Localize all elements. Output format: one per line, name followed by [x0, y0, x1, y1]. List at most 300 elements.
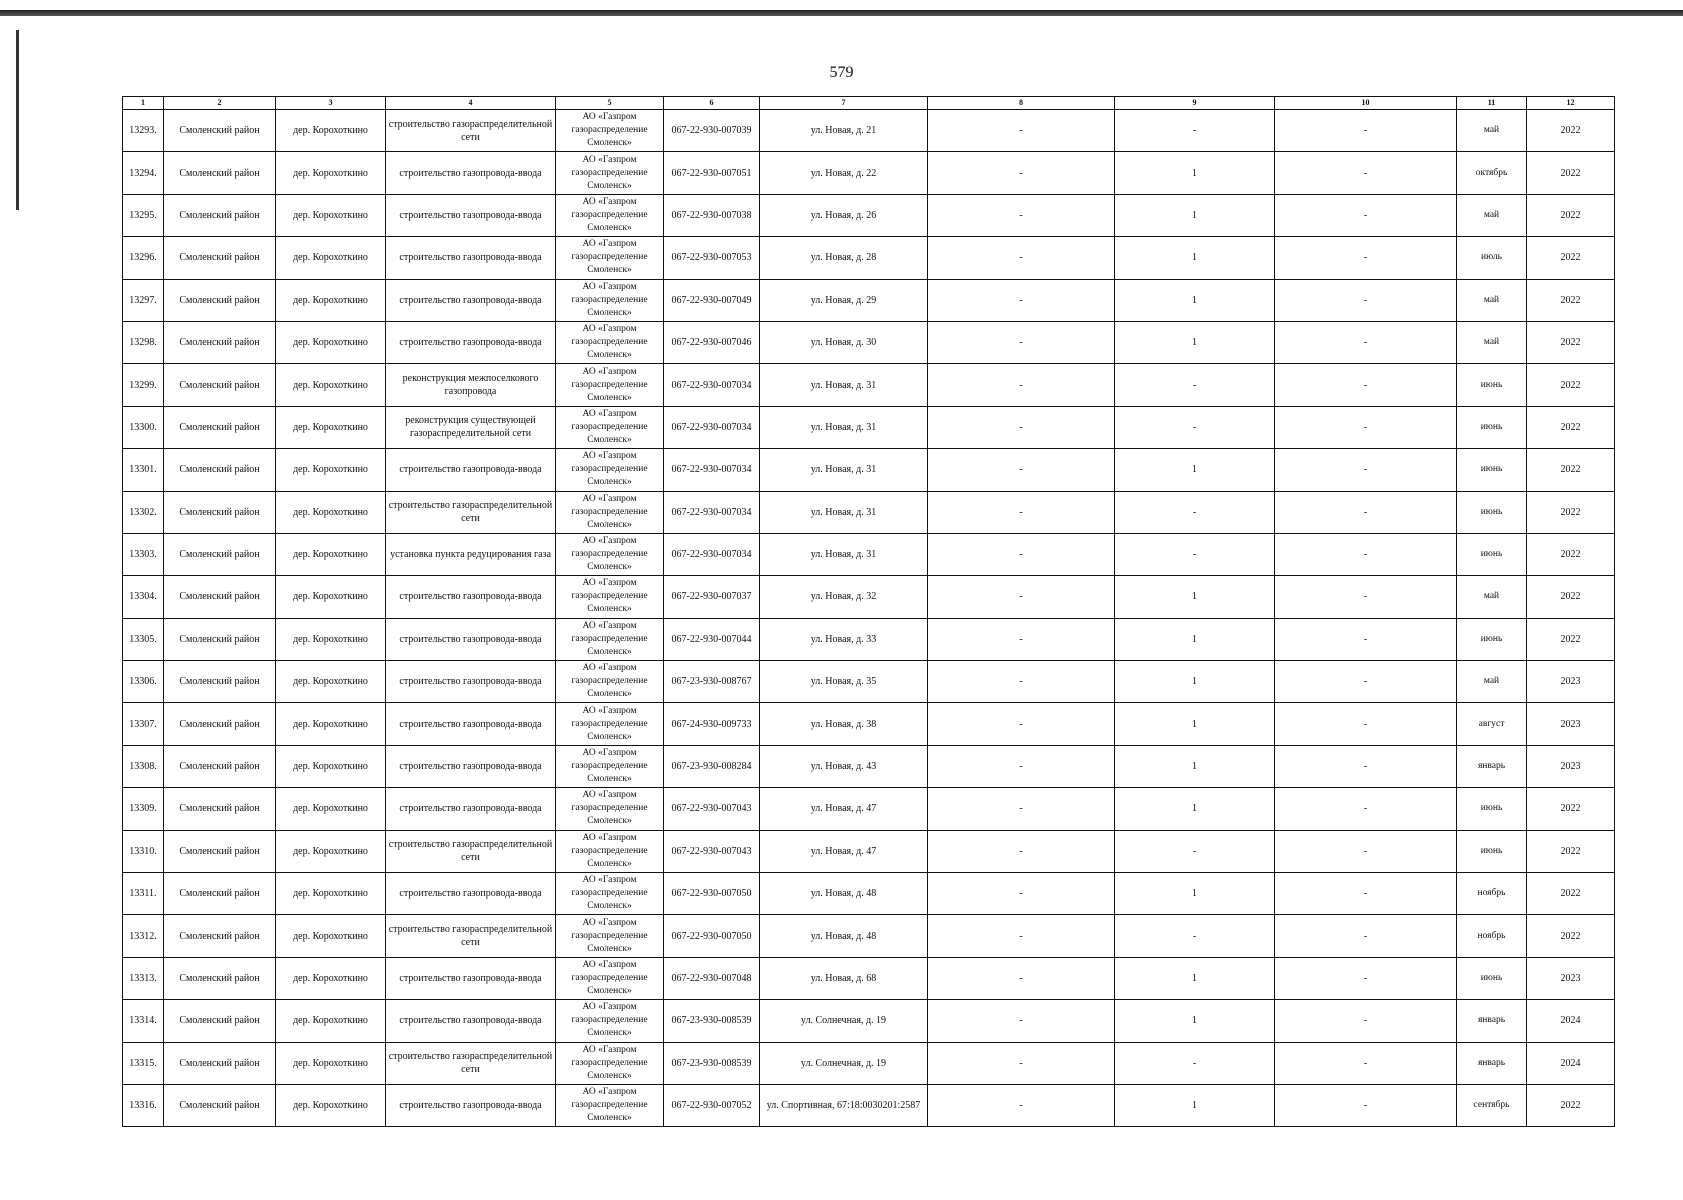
cell-organization: АО «Газпром газораспределение Смоленск» — [556, 661, 664, 703]
column-header: 6 — [664, 97, 760, 110]
table-row — [123, 873, 1615, 915]
cell-work-type: строительство газопровода-ввода — [386, 703, 556, 745]
table-row — [123, 533, 1615, 575]
table-row — [123, 321, 1615, 363]
table-row — [123, 745, 1615, 787]
cell-code: 067-22-930-007048 — [664, 957, 760, 999]
cell-row-number: 13304. — [123, 576, 164, 618]
cell-organization: АО «Газпром газораспределение Смоленск» — [556, 576, 664, 618]
cell-village: дер. Корохоткино — [276, 237, 386, 279]
page-number: 579 — [829, 64, 854, 81]
cell-organization: АО «Газпром газораспределение Смоленск» — [556, 618, 664, 660]
cell-col8: - — [928, 745, 1115, 787]
cell-year: 2022 — [1527, 491, 1615, 533]
table-row — [123, 449, 1615, 491]
cell-year: 2022 — [1527, 110, 1615, 152]
cell-code: 067-23-930-008767 — [664, 661, 760, 703]
cell-month: июнь — [1457, 364, 1527, 406]
cell-district: Смоленский район — [164, 194, 276, 236]
cell-month: сентябрь — [1457, 1084, 1527, 1126]
cell-year: 2024 — [1527, 1000, 1615, 1042]
cell-district: Смоленский район — [164, 364, 276, 406]
cell-village: дер. Корохоткино — [276, 1000, 386, 1042]
cell-col8: - — [928, 449, 1115, 491]
cell-col9: 1 — [1115, 1000, 1275, 1042]
cell-code: 067-22-930-007039 — [664, 110, 760, 152]
cell-col10: - — [1275, 661, 1457, 703]
scan-border-left — [16, 30, 19, 210]
cell-col8: - — [928, 873, 1115, 915]
cell-col8: - — [928, 1042, 1115, 1084]
column-header: 1 — [123, 97, 164, 110]
cell-month: июнь — [1457, 830, 1527, 872]
cell-month: июнь — [1457, 618, 1527, 660]
cell-code: 067-22-930-007046 — [664, 321, 760, 363]
cell-work-type: строительство газопровода-ввода — [386, 618, 556, 660]
cell-month: ноябрь — [1457, 915, 1527, 957]
cell-work-type: строительство газопровода-ввода — [386, 449, 556, 491]
cell-col9: 1 — [1115, 576, 1275, 618]
column-header: 12 — [1527, 97, 1615, 110]
cell-col8: - — [928, 279, 1115, 321]
scan-border-top — [0, 10, 1683, 16]
cell-col10: - — [1275, 533, 1457, 575]
cell-village: дер. Корохоткино — [276, 110, 386, 152]
cell-col10: - — [1275, 830, 1457, 872]
cell-month: май — [1457, 321, 1527, 363]
column-numbers-row — [123, 97, 1615, 110]
cell-row-number: 13311. — [123, 873, 164, 915]
cell-year: 2022 — [1527, 194, 1615, 236]
cell-year: 2023 — [1527, 957, 1615, 999]
cell-row-number: 13301. — [123, 449, 164, 491]
cell-col10: - — [1275, 1000, 1457, 1042]
cell-organization: АО «Газпром газораспределение Смоленск» — [556, 915, 664, 957]
cell-col9: - — [1115, 830, 1275, 872]
cell-district: Смоленский район — [164, 1084, 276, 1126]
table-row — [123, 661, 1615, 703]
table-row — [123, 364, 1615, 406]
cell-col10: - — [1275, 957, 1457, 999]
column-header: 3 — [276, 97, 386, 110]
cell-col10: - — [1275, 1042, 1457, 1084]
cell-work-type: строительство газопровода-ввода — [386, 237, 556, 279]
cell-col9: - — [1115, 533, 1275, 575]
cell-district: Смоленский район — [164, 152, 276, 194]
cell-organization: АО «Газпром газораспределение Смоленск» — [556, 237, 664, 279]
cell-organization: АО «Газпром газораспределение Смоленск» — [556, 406, 664, 448]
cell-district: Смоленский район — [164, 788, 276, 830]
cell-row-number: 13309. — [123, 788, 164, 830]
cell-district: Смоленский район — [164, 321, 276, 363]
cell-address: ул. Новая, д. 26 — [760, 194, 928, 236]
cell-col9: 1 — [1115, 194, 1275, 236]
cell-col9: 1 — [1115, 618, 1275, 660]
cell-village: дер. Корохоткино — [276, 661, 386, 703]
cell-village: дер. Корохоткино — [276, 279, 386, 321]
cell-organization: АО «Газпром газораспределение Смоленск» — [556, 152, 664, 194]
cell-year: 2022 — [1527, 152, 1615, 194]
cell-row-number: 13313. — [123, 957, 164, 999]
cell-village: дер. Корохоткино — [276, 364, 386, 406]
cell-row-number: 13310. — [123, 830, 164, 872]
cell-col8: - — [928, 618, 1115, 660]
cell-work-type: строительство газопровода-ввода — [386, 576, 556, 618]
cell-address: ул. Новая, д. 22 — [760, 152, 928, 194]
cell-code: 067-22-930-007050 — [664, 915, 760, 957]
cell-col9: - — [1115, 915, 1275, 957]
cell-village: дер. Корохоткино — [276, 533, 386, 575]
cell-col8: - — [928, 237, 1115, 279]
cell-code: 067-22-930-007034 — [664, 491, 760, 533]
cell-code: 067-22-930-007053 — [664, 237, 760, 279]
cell-month: май — [1457, 279, 1527, 321]
cell-work-type: строительство газораспределительной сети — [386, 110, 556, 152]
cell-col10: - — [1275, 321, 1457, 363]
cell-village: дер. Корохоткино — [276, 1042, 386, 1084]
cell-col8: - — [928, 152, 1115, 194]
cell-village: дер. Корохоткино — [276, 618, 386, 660]
cell-address: ул. Новая, д. 33 — [760, 618, 928, 660]
cell-col10: - — [1275, 491, 1457, 533]
cell-organization: АО «Газпром газораспределение Смоленск» — [556, 449, 664, 491]
table-row — [123, 1042, 1615, 1084]
cell-village: дер. Корохоткино — [276, 576, 386, 618]
cell-address: ул. Новая, д. 31 — [760, 491, 928, 533]
cell-organization: АО «Газпром газораспределение Смоленск» — [556, 830, 664, 872]
cell-row-number: 13298. — [123, 321, 164, 363]
cell-district: Смоленский район — [164, 957, 276, 999]
cell-code: 067-23-930-008284 — [664, 745, 760, 787]
cell-col10: - — [1275, 194, 1457, 236]
table-row — [123, 110, 1615, 152]
cell-village: дер. Корохоткино — [276, 915, 386, 957]
cell-district: Смоленский район — [164, 745, 276, 787]
table-row — [123, 194, 1615, 236]
cell-village: дер. Корохоткино — [276, 491, 386, 533]
cell-work-type: строительство газопровода-ввода — [386, 661, 556, 703]
cell-month: октябрь — [1457, 152, 1527, 194]
cell-col10: - — [1275, 703, 1457, 745]
cell-col9: 1 — [1115, 661, 1275, 703]
cell-row-number: 13297. — [123, 279, 164, 321]
cell-work-type: строительство газопровода-ввода — [386, 1084, 556, 1126]
cell-village: дер. Корохоткино — [276, 194, 386, 236]
cell-col8: - — [928, 533, 1115, 575]
cell-col8: - — [928, 321, 1115, 363]
cell-district: Смоленский район — [164, 449, 276, 491]
cell-address: ул. Новая, д. 43 — [760, 745, 928, 787]
cell-row-number: 13315. — [123, 1042, 164, 1084]
cell-district: Смоленский район — [164, 873, 276, 915]
cell-work-type: строительство газопровода-ввода — [386, 321, 556, 363]
cell-col9: - — [1115, 406, 1275, 448]
cell-col10: - — [1275, 1084, 1457, 1126]
cell-year: 2022 — [1527, 915, 1615, 957]
cell-work-type: реконструкция существующей газораспределительной сети — [386, 406, 556, 448]
cell-col9: 1 — [1115, 279, 1275, 321]
cell-work-type: строительство газопровода-ввода — [386, 194, 556, 236]
cell-col10: - — [1275, 237, 1457, 279]
cell-month: июнь — [1457, 491, 1527, 533]
cell-code: 067-23-930-008539 — [664, 1000, 760, 1042]
column-header: 5 — [556, 97, 664, 110]
cell-col9: 1 — [1115, 788, 1275, 830]
cell-col8: - — [928, 406, 1115, 448]
cell-col9: 1 — [1115, 321, 1275, 363]
cell-year: 2023 — [1527, 661, 1615, 703]
cell-year: 2022 — [1527, 830, 1615, 872]
cell-col9: 1 — [1115, 957, 1275, 999]
cell-month: июнь — [1457, 449, 1527, 491]
cell-col8: - — [928, 788, 1115, 830]
cell-district: Смоленский район — [164, 1042, 276, 1084]
cell-col10: - — [1275, 449, 1457, 491]
cell-col10: - — [1275, 745, 1457, 787]
cell-village: дер. Корохоткино — [276, 703, 386, 745]
cell-col8: - — [928, 957, 1115, 999]
column-header: 10 — [1275, 97, 1457, 110]
cell-district: Смоленский район — [164, 279, 276, 321]
table-row — [123, 237, 1615, 279]
cell-year: 2022 — [1527, 449, 1615, 491]
cell-work-type: строительство газопровода-ввода — [386, 279, 556, 321]
cell-village: дер. Корохоткино — [276, 957, 386, 999]
cell-work-type: строительство газопровода-ввода — [386, 873, 556, 915]
cell-month: июнь — [1457, 957, 1527, 999]
cell-address: ул. Новая, д. 47 — [760, 830, 928, 872]
cell-village: дер. Корохоткино — [276, 321, 386, 363]
cell-organization: АО «Газпром газораспределение Смоленск» — [556, 110, 664, 152]
cell-year: 2022 — [1527, 321, 1615, 363]
cell-col10: - — [1275, 364, 1457, 406]
cell-district: Смоленский район — [164, 533, 276, 575]
cell-year: 2022 — [1527, 364, 1615, 406]
cell-year: 2022 — [1527, 279, 1615, 321]
cell-organization: АО «Газпром газораспределение Смоленск» — [556, 703, 664, 745]
column-header: 7 — [760, 97, 928, 110]
table-body — [123, 110, 1615, 1127]
cell-village: дер. Корохоткино — [276, 152, 386, 194]
cell-month: январь — [1457, 1042, 1527, 1084]
cell-village: дер. Корохоткино — [276, 1084, 386, 1126]
cell-col9: - — [1115, 1042, 1275, 1084]
cell-organization: АО «Газпром газораспределение Смоленск» — [556, 491, 664, 533]
cell-code: 067-22-930-007051 — [664, 152, 760, 194]
cell-col10: - — [1275, 110, 1457, 152]
cell-code: 067-22-930-007037 — [664, 576, 760, 618]
cell-organization: АО «Газпром газораспределение Смоленск» — [556, 1000, 664, 1042]
cell-district: Смоленский район — [164, 618, 276, 660]
column-header: 9 — [1115, 97, 1275, 110]
column-header: 11 — [1457, 97, 1527, 110]
table-row — [123, 152, 1615, 194]
cell-col9: 1 — [1115, 1084, 1275, 1126]
cell-village: дер. Корохоткино — [276, 745, 386, 787]
cell-row-number: 13302. — [123, 491, 164, 533]
cell-year: 2022 — [1527, 533, 1615, 575]
cell-year: 2022 — [1527, 576, 1615, 618]
cell-district: Смоленский район — [164, 110, 276, 152]
cell-col8: - — [928, 661, 1115, 703]
cell-organization: АО «Газпром газораспределение Смоленск» — [556, 957, 664, 999]
cell-address: ул. Новая, д. 48 — [760, 915, 928, 957]
cell-month: январь — [1457, 1000, 1527, 1042]
cell-col8: - — [928, 915, 1115, 957]
cell-code: 067-22-930-007034 — [664, 533, 760, 575]
cell-address: ул. Новая, д. 30 — [760, 321, 928, 363]
table-header — [123, 97, 1615, 110]
column-header: 2 — [164, 97, 276, 110]
cell-row-number: 13295. — [123, 194, 164, 236]
cell-district: Смоленский район — [164, 661, 276, 703]
cell-row-number: 13305. — [123, 618, 164, 660]
cell-month: август — [1457, 703, 1527, 745]
cell-code: 067-24-930-009733 — [664, 703, 760, 745]
cell-address: ул. Солнечная, д. 19 — [760, 1000, 928, 1042]
cell-month: май — [1457, 194, 1527, 236]
cell-district: Смоленский район — [164, 703, 276, 745]
cell-code: 067-22-930-007049 — [664, 279, 760, 321]
cell-col9: - — [1115, 364, 1275, 406]
cell-village: дер. Корохоткино — [276, 449, 386, 491]
registry-table — [122, 96, 1615, 1127]
cell-work-type: строительство газораспределительной сети — [386, 915, 556, 957]
cell-organization: АО «Газпром газораспределение Смоленск» — [556, 745, 664, 787]
table-row — [123, 830, 1615, 872]
cell-col9: 1 — [1115, 703, 1275, 745]
cell-year: 2022 — [1527, 788, 1615, 830]
table-row — [123, 915, 1615, 957]
cell-address: ул. Спортивная, 67:18:0030201:2587 — [760, 1084, 928, 1126]
cell-month: май — [1457, 110, 1527, 152]
cell-village: дер. Корохоткино — [276, 406, 386, 448]
cell-address: ул. Новая, д. 21 — [760, 110, 928, 152]
cell-work-type: строительство газораспределительной сети — [386, 1042, 556, 1084]
cell-month: июнь — [1457, 788, 1527, 830]
cell-col10: - — [1275, 576, 1457, 618]
cell-address: ул. Новая, д. 31 — [760, 364, 928, 406]
cell-work-type: строительство газопровода-ввода — [386, 957, 556, 999]
cell-col8: - — [928, 364, 1115, 406]
cell-year: 2022 — [1527, 406, 1615, 448]
cell-year: 2022 — [1527, 1084, 1615, 1126]
cell-work-type: строительство газопровода-ввода — [386, 788, 556, 830]
cell-col8: - — [928, 703, 1115, 745]
cell-address: ул. Новая, д. 38 — [760, 703, 928, 745]
table-row — [123, 1084, 1615, 1126]
cell-organization: АО «Газпром газораспределение Смоленск» — [556, 1042, 664, 1084]
cell-col8: - — [928, 194, 1115, 236]
cell-code: 067-22-930-007034 — [664, 364, 760, 406]
cell-code: 067-23-930-008539 — [664, 1042, 760, 1084]
table-row — [123, 491, 1615, 533]
cell-year: 2023 — [1527, 745, 1615, 787]
cell-month: май — [1457, 576, 1527, 618]
cell-col9: 1 — [1115, 152, 1275, 194]
table-row — [123, 957, 1615, 999]
cell-row-number: 13300. — [123, 406, 164, 448]
cell-code: 067-22-930-007050 — [664, 873, 760, 915]
cell-row-number: 13314. — [123, 1000, 164, 1042]
cell-address: ул. Новая, д. 31 — [760, 406, 928, 448]
cell-organization: АО «Газпром газораспределение Смоленск» — [556, 873, 664, 915]
cell-address: ул. Новая, д. 68 — [760, 957, 928, 999]
cell-district: Смоленский район — [164, 1000, 276, 1042]
cell-village: дер. Корохоткино — [276, 788, 386, 830]
cell-row-number: 13308. — [123, 745, 164, 787]
cell-address: ул. Новая, д. 47 — [760, 788, 928, 830]
cell-col8: - — [928, 491, 1115, 533]
cell-organization: АО «Газпром газораспределение Смоленск» — [556, 194, 664, 236]
cell-organization: АО «Газпром газораспределение Смоленск» — [556, 1084, 664, 1126]
cell-month: ноябрь — [1457, 873, 1527, 915]
cell-address: ул. Новая, д. 32 — [760, 576, 928, 618]
cell-address: ул. Новая, д. 31 — [760, 449, 928, 491]
cell-code: 067-22-930-007034 — [664, 406, 760, 448]
cell-village: дер. Корохоткино — [276, 830, 386, 872]
cell-district: Смоленский район — [164, 237, 276, 279]
cell-row-number: 13293. — [123, 110, 164, 152]
cell-year: 2023 — [1527, 703, 1615, 745]
cell-row-number: 13303. — [123, 533, 164, 575]
cell-work-type: строительство газопровода-ввода — [386, 152, 556, 194]
cell-address: ул. Новая, д. 48 — [760, 873, 928, 915]
cell-organization: АО «Газпром газораспределение Смоленск» — [556, 788, 664, 830]
cell-address: ул. Новая, д. 28 — [760, 237, 928, 279]
cell-work-type: строительство газопровода-ввода — [386, 745, 556, 787]
cell-organization: АО «Газпром газораспределение Смоленск» — [556, 321, 664, 363]
cell-row-number: 13316. — [123, 1084, 164, 1126]
cell-row-number: 13307. — [123, 703, 164, 745]
table-row — [123, 406, 1615, 448]
cell-row-number: 13306. — [123, 661, 164, 703]
cell-work-type: строительство газопровода-ввода — [386, 1000, 556, 1042]
cell-district: Смоленский район — [164, 491, 276, 533]
cell-col8: - — [928, 576, 1115, 618]
table-row — [123, 1000, 1615, 1042]
cell-month: июнь — [1457, 406, 1527, 448]
column-header: 4 — [386, 97, 556, 110]
cell-col10: - — [1275, 618, 1457, 660]
cell-col10: - — [1275, 915, 1457, 957]
cell-year: 2022 — [1527, 237, 1615, 279]
cell-work-type: строительство газораспределительной сети — [386, 491, 556, 533]
column-header: 8 — [928, 97, 1115, 110]
cell-organization: АО «Газпром газораспределение Смоленск» — [556, 364, 664, 406]
cell-code: 067-22-930-007052 — [664, 1084, 760, 1126]
cell-col10: - — [1275, 788, 1457, 830]
cell-col10: - — [1275, 279, 1457, 321]
cell-district: Смоленский район — [164, 406, 276, 448]
cell-col9: - — [1115, 110, 1275, 152]
cell-col8: - — [928, 110, 1115, 152]
cell-code: 067-22-930-007034 — [664, 449, 760, 491]
cell-work-type: строительство газораспределительной сети — [386, 830, 556, 872]
cell-col9: 1 — [1115, 237, 1275, 279]
table-row — [123, 788, 1615, 830]
table-row — [123, 618, 1615, 660]
table-row — [123, 279, 1615, 321]
cell-code: 067-22-930-007043 — [664, 788, 760, 830]
cell-col10: - — [1275, 152, 1457, 194]
cell-col8: - — [928, 1000, 1115, 1042]
cell-address: ул. Новая, д. 29 — [760, 279, 928, 321]
cell-organization: АО «Газпром газораспределение Смоленск» — [556, 533, 664, 575]
cell-row-number: 13296. — [123, 237, 164, 279]
cell-row-number: 13299. — [123, 364, 164, 406]
cell-code: 067-22-930-007038 — [664, 194, 760, 236]
